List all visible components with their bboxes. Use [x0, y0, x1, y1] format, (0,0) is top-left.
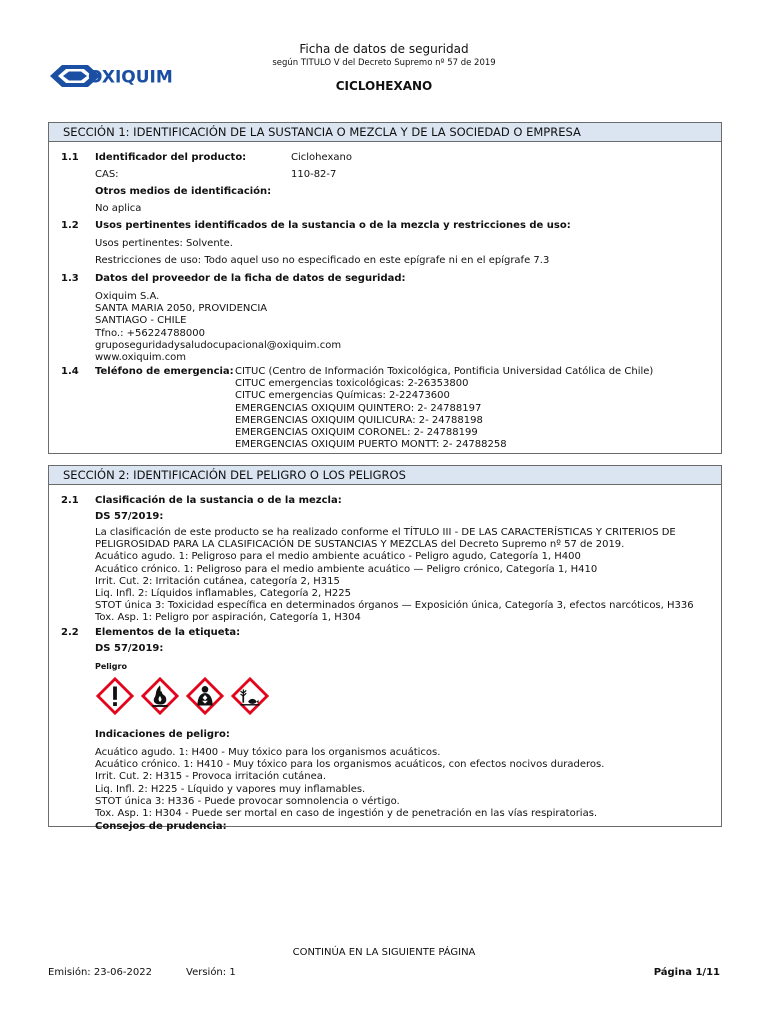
section-2 [48, 465, 722, 832]
supplier-line: Tfno.: +56224788000 [95, 327, 205, 339]
section-1 [48, 122, 722, 454]
signal-word: Peligro [95, 662, 127, 671]
s14-label: Teléfono de emergencia: [95, 366, 234, 377]
ds-label-2: DS 57/2019: [95, 643, 164, 654]
restrictions-text: Restricciones de uso: Todo aquel uso no especificado en este epígrafe ni en el epígrafe 7.3 [95, 255, 550, 266]
document-subtitle: según TITULO V del Decreto Supremo nº 57 de 2019 [272, 58, 496, 68]
hazard-line: Tox. Asp. 1: H304 - Puede ser mortal en caso de ingestión y de penetración en las vías respiratorias. [95, 808, 598, 820]
hazard-statements-block [95, 747, 604, 820]
document-title: Ficha de datos de seguridad [299, 42, 469, 56]
environment-icon [231, 677, 269, 715]
section-2-heading: SECCIÓN 2: IDENTIFICACIÓN DEL PELIGRO O LOS PELIGROS [49, 466, 721, 485]
emergency-line: EMERGENCIAS OXIQUIM QUILICURA: 2- 24788198 [235, 414, 483, 426]
s14-number: 1.4 [61, 366, 79, 377]
emergency-line: CITUC emergencias Químicas: 2-22473600 [235, 390, 450, 402]
page-number: Página 1/11 [653, 967, 720, 978]
emergency-line: CITUC emergencias toxicológicas: 2-26353800 [235, 378, 469, 390]
s11-value: Ciclohexano [291, 152, 352, 163]
s22-label: Elementos de la etiqueta: [95, 627, 241, 638]
hazard-line: STOT única 3: H336 - Puede provocar somnolencia o vértigo. [95, 795, 400, 807]
ds-label: DS 57/2019: [95, 511, 164, 522]
exclamation-mark-icon [96, 677, 134, 715]
s22-number: 2.2 [61, 627, 79, 638]
product-name: CICLOHEXANO [335, 79, 433, 93]
version: Versión: 1 [186, 967, 236, 978]
hazard-line: Irrit. Cut. 2: H315 - Provoca irritación cutánea. [95, 771, 327, 783]
emergency-line: EMERGENCIAS OXIQUIM QUINTERO: 2- 24788197 [235, 402, 482, 414]
other-id-value: No aplica [95, 203, 142, 214]
classification-line: STOT única 3: Toxicidad específica en determinados órganos — Exposición única, Categoría 3, efectos narcóticos, H336 [95, 600, 694, 612]
hazard-statements-label: Indicaciones de peligro: [95, 729, 230, 740]
emission-date: Emisión: 23-06-2022 [48, 967, 152, 978]
emergency-block [235, 366, 653, 451]
s21-number: 2.1 [61, 495, 79, 506]
supplier-email: gruposeguridadysaludocupacional@oxiquim.com [95, 339, 342, 351]
supplier-line: Oxiquim S.A. [95, 291, 160, 302]
emergency-line: EMERGENCIAS OXIQUIM PUERTO MONTT: 2- 24788258 [235, 439, 507, 451]
hazard-line: Liq. Infl. 2: H225 - Líquido y vapores muy inflamables. [95, 783, 366, 795]
supplier-line: SANTIAGO - CHILE [95, 315, 187, 327]
s11-number: 1.1 [61, 152, 79, 163]
classification-line: Acuático agudo. 1: Peligroso para el medio ambiente acuático - Peligro agudo, Categoría 1, H400 [95, 551, 581, 563]
s13-number: 1.3 [61, 273, 79, 284]
classification-line: Acuático crónico. 1: Peligroso para el medio ambiente acuático — Peligro crónico, Categoría 1, H410 [95, 563, 598, 575]
classification-line: Tox. Asp. 1: Peligro por aspiración, Categoría 1, H304 [95, 612, 361, 624]
classification-block [95, 527, 694, 625]
cas-label: CAS: [95, 169, 119, 180]
supplier-block [95, 291, 341, 364]
classification-line: La clasificación de este producto se ha realizado conforme el TÍTULO III - DE LAS CARACTERÍSTICAS Y CRITERIOS DE [95, 527, 676, 538]
s11-label: Identificador del producto: [95, 152, 247, 163]
other-id-label: Otros medios de identificación: [95, 186, 272, 197]
emergency-line: EMERGENCIAS OXIQUIM CORONEL: 2- 24788199 [235, 427, 478, 439]
s12-number: 1.2 [61, 220, 79, 231]
uses-text: Usos pertinentes: Solvente. [95, 238, 233, 249]
supplier-website: www.oxiquim.com [95, 352, 187, 364]
cas-value: 110-82-7 [291, 169, 337, 180]
hazard-line: Acuático crónico. 1: H410 - Muy tóxico para los organismos acuáticos, con efectos nocivos duraderos. [95, 759, 605, 771]
s12-label: Usos pertinentes identificados de la sustancia o de la mezcla y restricciones de uso: [95, 220, 571, 231]
emergency-line: CITUC (Centro de Información Toxicológica, Pontificia Universidad Católica de Chile) [235, 366, 654, 377]
continue-notice: CONTINÚA EN LA SIGUIENTE PÁGINA [292, 947, 476, 958]
classification-line: Irrit. Cut. 2: Irritación cutánea, categoría 2, H315 [95, 575, 340, 587]
supplier-line: SANTA MARIA 2050, PROVIDENCIA [95, 303, 268, 315]
logo-text: OXIQUIM [88, 67, 173, 88]
classification-line: Liq. Infl. 2: Líquidos inflamables, Categoría 2, H225 [95, 588, 352, 600]
classification-line: PELIGROSIDAD PARA LA CLASIFICACIÓN DE SUSTANCIAS Y MEZCLAS del Decreto Supremo nº 57 de 2019. [95, 539, 625, 551]
s21-label: Clasificación de la sustancia o de la mezcla: [95, 495, 342, 506]
s13-label: Datos del proveedor de la ficha de datos de seguridad: [95, 273, 406, 284]
hazard-line: Acuático agudo. 1: H400 - Muy tóxico para los organismos acuáticos. [95, 747, 441, 758]
precautionary-label: Consejos de prudencia: [95, 821, 227, 832]
health-hazard-icon [186, 677, 224, 715]
section-1-heading: SECCIÓN 1: IDENTIFICACIÓN DE LA SUSTANCIA O MEZCLA Y DE LA SOCIEDAD O EMPRESA [49, 123, 721, 142]
flame-icon [141, 677, 179, 715]
